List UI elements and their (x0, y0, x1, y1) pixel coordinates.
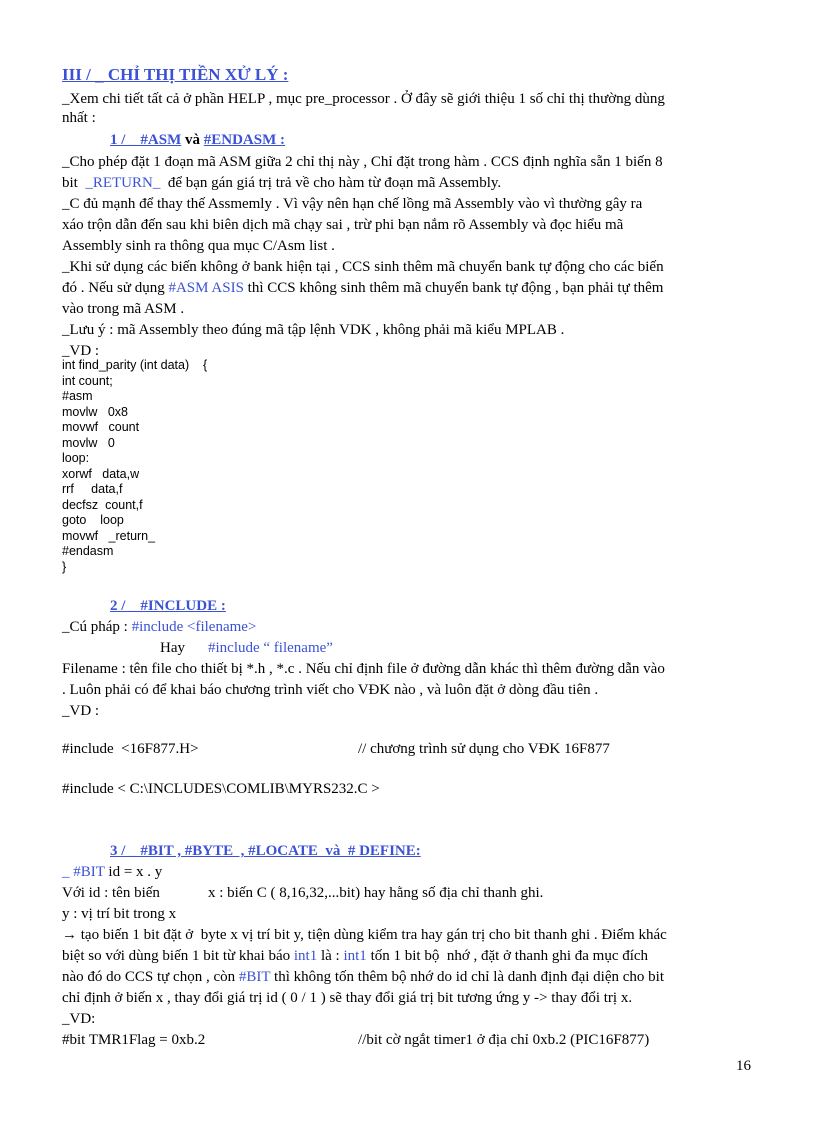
filename-line-2: . Luôn phải có để khai báo chương trình viết cho VĐK nào , và luôn đặt ở dòng đầu tiên . (62, 682, 599, 698)
filename-line-1: Filename : tên file cho thiết bị *.h , *.c . Nếu chỉ định file ở đường dẫn khác thì thêm đường dẫn vào (62, 661, 665, 677)
heading-include-a: 2 / (110, 598, 130, 614)
asm-para-4b-text: đó . Nếu sử dụng (62, 280, 169, 296)
bit-para-2c: là : (317, 948, 344, 964)
bit-para-1: → tạo biến 1 bit đặt ở byte x vị trí bit y, tiện dùng kiểm tra hay gán trị cho bit thanh ghi . Điểm khác (62, 927, 667, 943)
asm-para-3b: xáo trộn dẫn đến sau khi biên dịch mã chạy sai , trừ phi bạn nắm rõ Assembly và đọc hiểu mã (62, 217, 624, 233)
asm-para-3c: Assembly sinh ra thông qua mục C/Asm list . (62, 238, 335, 254)
bit-keyword: _ #BIT (62, 864, 105, 880)
asm-para-4e: vào trong mã ASM . (62, 301, 185, 317)
heading-bit-b: _ #BIT , #BYTE , #LOCATE và # DEFINE: (129, 843, 421, 859)
asm-para-2c: để bạn gán giá trị trả về cho hàm từ đoạn mã Assembly. (164, 175, 502, 191)
int1-keyword: int1 (293, 948, 318, 964)
asm-para-1: _Cho phép đặt 1 đoạn mã ASM giữa 2 chỉ thị này , Chỉ đặt trong hàm . CCS định nghĩa sẵn 1 biến 8 (62, 154, 663, 170)
bit-y-desc: y : vị trí bit trong x (62, 906, 177, 922)
bit-para-2e: tốn 1 bit bộ nhớ , đặt ở thanh ghi đa mục đích (366, 948, 649, 964)
bit-vd-label: _VD: (62, 1011, 96, 1027)
bit-para-4: chỉ định ở biến x , thay đổi giá trị id ( 0 / 1 ) sẽ thay đổi giá trị bit tương ứng y -> thay đổi trị x. (62, 990, 633, 1006)
asm-asis-keyword: #ASM ASIS (168, 280, 244, 296)
include-hay: Hay (160, 640, 185, 656)
code-line: int find_parity (int data) { (62, 358, 208, 372)
code-line: movwf _return_ (62, 528, 156, 543)
heading-bit (110, 842, 421, 860)
bit-syntax-rest: id = x . y (104, 864, 163, 880)
bit-example-comment: //bit cờ ngắt timer1 ở địa chỉ 0xb.2 (PIC16F877) (358, 1032, 650, 1048)
bit-syntax (62, 863, 162, 881)
code-line: decfsz count,f (62, 497, 143, 512)
heading-asm-b: và (181, 132, 204, 148)
asm-para-5: _Lưu ý : mã Assembly theo đúng mã tập lệnh VDK , không phải mã kiểu MPLAB . (62, 322, 565, 338)
intro-line-1: _Xem chi tiết tất cả ở phần HELP , mục pre_processor . Ở đây sẽ giới thiệu 1 số chỉ thị thường dùng (62, 91, 665, 107)
int1-keyword: int1 (343, 948, 367, 964)
code-line: int count; (62, 373, 113, 388)
code-line: goto loop (62, 513, 124, 527)
heading-asm-a: 1 / _ #ASM (110, 132, 182, 148)
asm-para-2 (62, 174, 501, 192)
include-syntax (62, 618, 256, 636)
syntax-form-2: #include “ filename” (208, 640, 333, 656)
section-title: III / _ CHỈ THỊ TIỀN XỬ LÝ : (62, 65, 289, 84)
code-line: rrf data,f (62, 482, 123, 496)
bit-para-3a: nào đó do CCS tự chọn , còn (62, 969, 239, 985)
asm-para-4b (62, 279, 663, 297)
code-line: movlw 0 (62, 435, 115, 450)
heading-include-b: _ #INCLUDE : (129, 598, 226, 614)
intro-line-2: nhất : (62, 110, 96, 126)
bit-para-2 (62, 947, 648, 965)
heading-include (110, 597, 226, 615)
heading-bit-a: 3 / (110, 843, 130, 859)
code-line: movlw 0x8 (62, 404, 128, 419)
heading-asm (110, 131, 285, 149)
bit-para-2a: biệt so với dùng biến 1 bit từ khai báo (62, 948, 294, 964)
asm-para-4a: _Khi sử dụng các biến không ở bank hiện tại , CCS sinh thêm mã chuyển bank tự động cho các biến (62, 259, 664, 275)
asm-vd-label: _VD : (62, 343, 100, 359)
syntax-form-1: #include <filename> (131, 619, 257, 635)
asm-para-3a: _C đủ mạnh để thay thế Assmemly . Vì vậy nên hạn chế lồng mã Assembly vào vì thường gây ra (62, 196, 643, 212)
bit-example: #bit TMR1Flag = 0xb.2 (62, 1032, 206, 1048)
asm-para-4d: thì CCS không sinh thêm mã chuyển bank tự động , bạn phải tự thêm (243, 280, 664, 296)
code-line: movwf count (62, 420, 140, 434)
asm-para-2a: bit (62, 175, 82, 191)
bit-para-3c: thì không tốn thêm bộ nhớ do id chỉ là danh định đại diện cho bit (270, 969, 664, 985)
bit-id-desc: Với id : tên biến (62, 885, 160, 901)
bit-keyword: #BIT (238, 969, 271, 985)
return-keyword: _RETURN_ (81, 175, 165, 191)
code-line: } (62, 559, 67, 574)
bit-para-3 (62, 968, 664, 986)
bit-x-desc: x : biến C ( 8,16,32,...bit) hay hằng số địa chỉ thanh ghi. (208, 885, 544, 901)
include-example-2: #include < C:\INCLUDES\COMLIB\MYRS232.C > (62, 781, 380, 797)
page-number: 16 (736, 1058, 751, 1074)
code-line: #asm (62, 389, 93, 403)
include-example-1-comment: // chương trình sử dụng cho VĐK 16F877 (358, 741, 610, 757)
code-line: #endasm (62, 544, 114, 558)
include-vd-label: _VD : (62, 703, 100, 719)
heading-asm-c: #ENDASM : (203, 132, 285, 148)
include-example-1: #include <16F877.H> (62, 741, 199, 757)
code-line: xorwf data,w (62, 466, 140, 481)
code-line: loop: (62, 451, 90, 465)
syntax-label: _Cú pháp : (62, 619, 132, 635)
